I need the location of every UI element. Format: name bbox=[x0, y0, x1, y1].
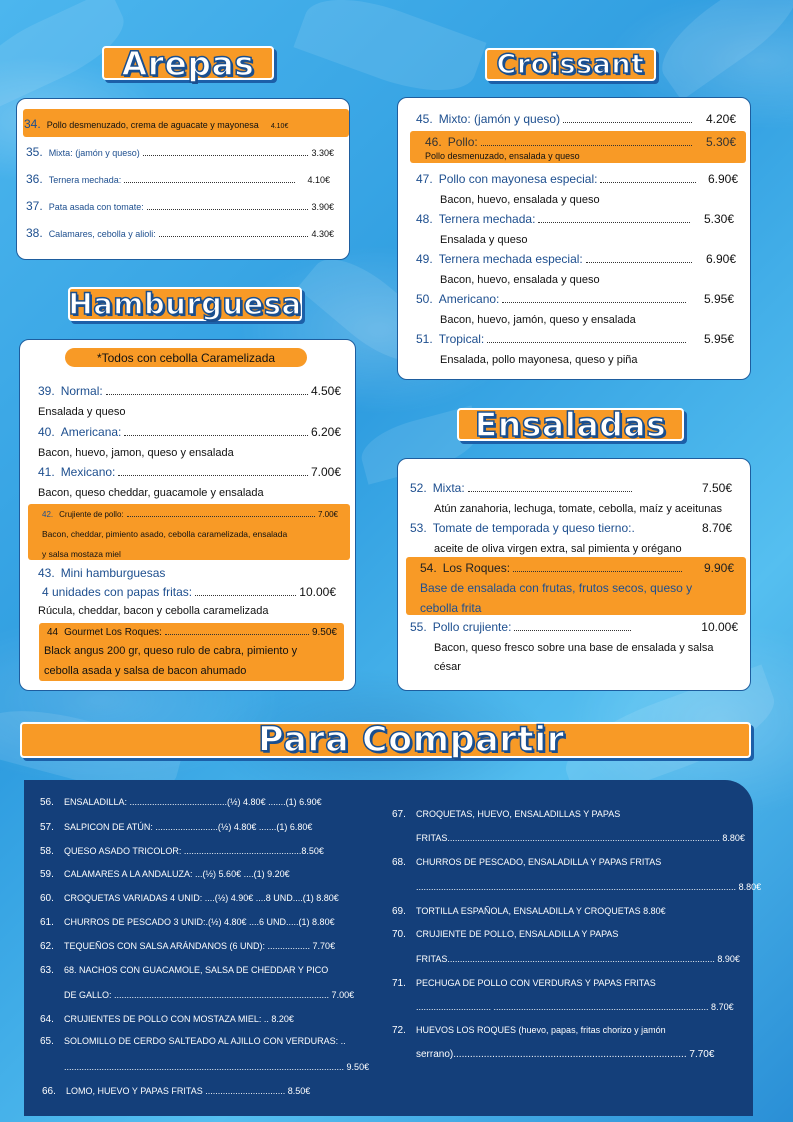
menu-item-55: 55. Pollo crujiente: 10.00€ bbox=[410, 620, 738, 634]
share-item-64: 64. CRUJIENTES DE POLLO CON MOSTAZA MIEL: .. 8.20€ bbox=[40, 1014, 294, 1025]
share-item-57: 57. SALPICON DE ATÚN: .........................(½) 4.80€ .......(1) 6.80€ bbox=[40, 822, 313, 833]
menu-item-41-desc: Bacon, queso cheddar, guacamole y ensalada bbox=[38, 487, 264, 499]
menu-item-54-desc-2: cebolla frita bbox=[420, 601, 482, 615]
menu-item-46-desc: Pollo desmenuzado, ensalada y queso bbox=[425, 151, 580, 161]
share-item-63: 63. 68. NACHOS CON GUACAMOLE, SALSA DE CHEDDAR Y PICO bbox=[40, 965, 329, 976]
hamburguesa-title: Hamburguesa bbox=[68, 287, 302, 321]
share-item-70: 70. CRUJIENTE DE POLLO, ENSALADILLA Y PAPAS bbox=[392, 929, 619, 940]
croissant-title-bar bbox=[485, 48, 656, 81]
menu-item-41: 41. Mexicano: 7.00€ bbox=[38, 465, 341, 479]
menu-item-43-desc: Rúcula, cheddar, bacon y cebolla caramelizada bbox=[38, 605, 269, 617]
background-leaf bbox=[647, 0, 793, 100]
menu-item-54: 54. Los Roques: 9.90€ bbox=[420, 561, 734, 575]
menu-item-43: 43. Mini hamburguesas bbox=[38, 566, 166, 580]
arepas-title: Arepas bbox=[121, 43, 255, 83]
share-item-68: 68. CHURROS DE PESCADO, ENSALADILLA Y PAPAS FRITAS bbox=[392, 857, 662, 868]
menu-item-46: 46. Pollo: 5.30€ bbox=[425, 135, 736, 149]
menu-item-55-desc-1: Bacon, queso fresco sobre una base de ensalada y salsa bbox=[434, 642, 714, 654]
share-item-65-line2: ................................................................................................................ 9.50€ bbox=[64, 1062, 370, 1072]
menu-item-35: 35. Mixta: (jamón y queso) 3.30€ bbox=[26, 145, 334, 159]
hamburguesa-note: *Todos con cebolla Caramelizada bbox=[65, 348, 307, 367]
share-item-67-line2: FRITAS............................................................................................................. 8.80€ bbox=[416, 833, 745, 843]
ensaladas-title: Ensaladas bbox=[474, 405, 667, 444]
menu-item-51: 51. Tropical: 5.95€ bbox=[416, 332, 734, 346]
compartir-title-bar bbox=[20, 722, 751, 758]
croissant-panel bbox=[397, 97, 751, 380]
compartir-panel bbox=[24, 780, 762, 1116]
menu-item-44-desc-1: Black angus 200 gr, queso rulo de cabra, pimiento y bbox=[44, 645, 298, 657]
menu-item-52-desc: Atún zanahoria, lechuga, tomate, cebolla, maíz y aceitunas bbox=[434, 503, 723, 515]
hamburguesa-title-bar bbox=[68, 287, 302, 321]
share-item-72: 72. HUEVOS LOS ROQUES (huevo, papas, fritas chorizo y jamón bbox=[392, 1025, 666, 1036]
menu-item-34: 34. Pollo desmenuzado, crema de aguacate y mayonesa 4.10€ bbox=[24, 117, 289, 131]
share-item-72-line2: serrano).................................................................................... 7.70€ bbox=[416, 1049, 715, 1060]
menu-item-37: 37. Pata asada con tomate: 3.90€ bbox=[26, 199, 334, 213]
share-item-59: 59. CALAMARES A LA ANDALUZA: ...(½) 5.60€ ....(1) 9.20€ bbox=[40, 869, 290, 880]
menu-item-53-desc: aceite de oliva virgen extra, sal pimienta y orégano bbox=[434, 543, 682, 555]
share-item-70-line2: FRITAS........................................................................................................... 8.90€ bbox=[416, 954, 740, 964]
share-item-58: 58. QUESO ASADO TRICOLOR: ...............................................8.50€ bbox=[40, 846, 324, 857]
share-item-68-line2: ................................................................................................................................ 8.80€ bbox=[416, 882, 762, 892]
share-item-61: 61. CHURROS DE PESCADO 3 UNID:.(½) 4.80€ ....6 UND.....(1) 8.80€ bbox=[40, 917, 335, 928]
menu-item-52: 52. Mixta: 7.50€ bbox=[410, 481, 732, 495]
menu-item-36: 36. Ternera mechada: 4.10€ bbox=[26, 172, 330, 186]
menu-item-44: 44 Gourmet Los Roques: 9.50€ bbox=[47, 627, 337, 638]
menu-item-40-desc: Bacon, huevo, jamon, queso y ensalada bbox=[38, 447, 234, 459]
menu-item-47-desc: Bacon, huevo, ensalada y queso bbox=[440, 194, 600, 206]
menu-item-48-desc: Ensalada y queso bbox=[440, 234, 528, 246]
share-item-56: 56. ENSALADILLA: .......................................(½) 4.80€ .......(1) 6.90€ bbox=[40, 797, 322, 808]
menu-item-42-desc-2: y salsa mostaza miel bbox=[42, 549, 121, 559]
background-leaf bbox=[293, 0, 486, 109]
share-item-67: 67. CROQUETAS, HUEVO, ENSALADILLAS Y PAPAS bbox=[392, 809, 621, 820]
menu-item-53: 53. Tomate de temporada y queso tierno:. 8.70€ bbox=[410, 521, 732, 535]
ensaladas-title-bar bbox=[457, 405, 684, 444]
arepas-title-bar bbox=[102, 43, 274, 83]
menu-item-51-desc: Ensalada, pollo mayonesa, queso y piña bbox=[440, 354, 638, 366]
menu-item-43-line2: 4 unidades con papas fritas: 10.00€ bbox=[42, 585, 336, 599]
menu-item-42-desc-1: Bacon, cheddar, pimiento asado, cebolla caramelizada, ensalada bbox=[42, 529, 288, 539]
hamburguesa-panel bbox=[19, 339, 356, 691]
menu-item-50: 50. Americano: 5.95€ bbox=[416, 292, 734, 306]
menu-item-47: 47. Pollo con mayonesa especial: 6.90€ bbox=[416, 172, 738, 186]
share-item-62: 62. TEQUEÑOS CON SALSA ARÁNDANOS (6 UND): ................. 7.70€ bbox=[40, 941, 336, 952]
arepas-panel bbox=[16, 98, 350, 260]
share-item-63-line2: DE GALLO: ...................................................................................... 7.00€ bbox=[64, 990, 355, 1000]
share-item-60: 60. CROQUETAS VARIADAS 4 UNID: ....(½) 4.90€ ....8 UND....(1) 8.80€ bbox=[40, 893, 339, 904]
ensaladas-panel bbox=[397, 458, 751, 691]
menu-item-44-desc-2: cebolla asada y salsa de bacon ahumado bbox=[44, 665, 247, 677]
share-item-71-line2: .............................. ...................................................................................... 8.70€ bbox=[416, 1002, 734, 1012]
menu-item-39: 39. Normal: 4.50€ bbox=[38, 384, 341, 398]
menu-item-50-desc: Bacon, huevo, jamón, queso y ensalada bbox=[440, 314, 636, 326]
menu-item-54-desc-1: Base de ensalada con frutas, frutos secos, queso y bbox=[420, 581, 693, 595]
menu-item-49-desc: Bacon, huevo, ensalada y queso bbox=[440, 274, 600, 286]
menu-item-48: 48. Ternera mechada: 5.30€ bbox=[416, 212, 734, 226]
share-item-65: 65. SOLOMILLO DE CERDO SALTEADO AL AJILLO CON VERDURAS: .. bbox=[40, 1036, 346, 1047]
menu-item-39-desc: Ensalada y queso bbox=[38, 406, 126, 418]
menu-item-45: 45. Mixto: (jamón y queso) 4.20€ bbox=[416, 112, 736, 126]
menu-item-49: 49. Ternera mechada especial: 6.90€ bbox=[416, 252, 736, 266]
share-item-71: 71. PECHUGA DE POLLO CON VERDURAS Y PAPAS FRITAS bbox=[392, 978, 656, 989]
menu-item-55-desc-2: césar bbox=[434, 661, 461, 673]
menu-item-38: 38. Calamares, cebolla y alioli: 4.30€ bbox=[26, 226, 334, 240]
compartir-title: Para Compartir bbox=[258, 720, 565, 760]
menu-item-42: 42. Crujiente de pollo: 7.00€ bbox=[42, 510, 338, 519]
croissant-title: Croissant bbox=[496, 49, 645, 80]
share-item-66: 66. LOMO, HUEVO Y PAPAS FRITAS ................................ 8.50€ bbox=[42, 1086, 311, 1097]
share-item-69: 69. TORTILLA ESPAÑOLA, ENSALADILLA Y CROQUETAS 8.80€ bbox=[392, 906, 666, 917]
menu-item-40: 40. Americana: 6.20€ bbox=[38, 425, 341, 439]
